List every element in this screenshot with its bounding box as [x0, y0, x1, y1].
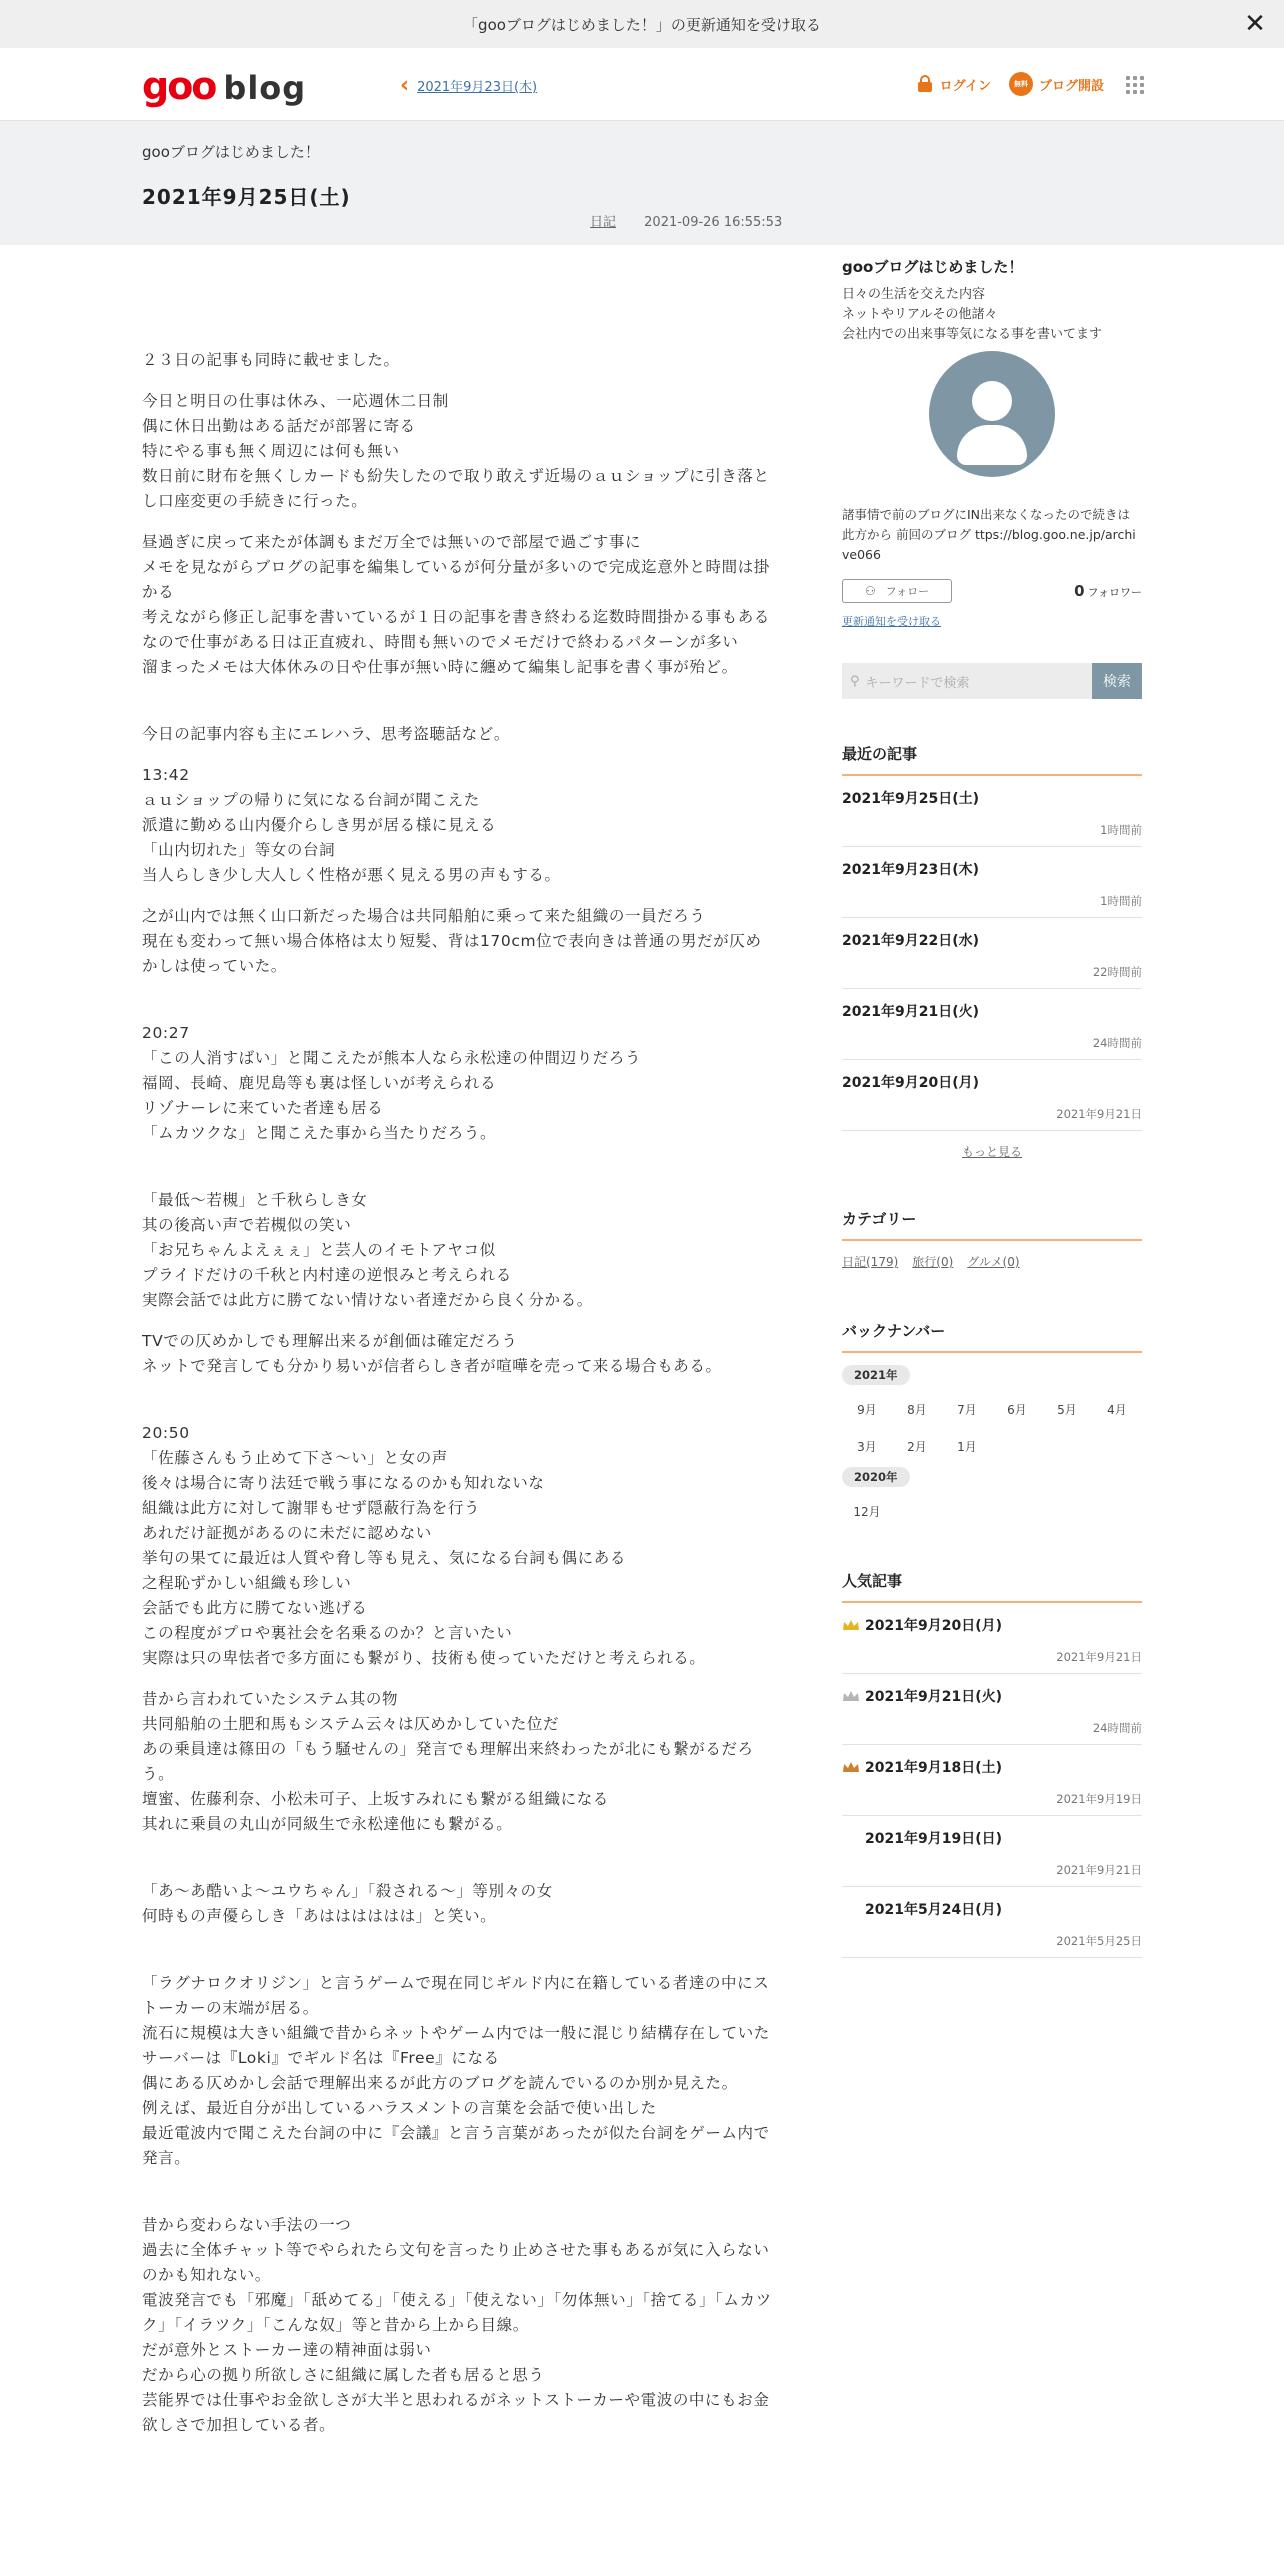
recent-item-title[interactable]: 2021年9月23日(木): [842, 862, 979, 878]
crown-icon: [842, 1690, 860, 1702]
article-paragraph: 20:27 「この人消すばい」と聞こえたが熊本人なら永松達の仲間辺りだろう 福岡、長崎、鹿児島等も裏は怪しいが考えられる リゾナーレに来ていた者達も居る 「ムカツクな」と聞こえた事から当たりだろう。: [142, 1024, 642, 1142]
popular-item[interactable]: [842, 1603, 1142, 1674]
popular-item[interactable]: [842, 1816, 1142, 1887]
article-paragraph: 「最低～若槻」と千秋らしき女 其の後高い声で若槻似の笑い 「お兄ちゃんよえぇぇ」と芸人のイモトアヤコ似 プライドだけの千秋と内村達の逆恨みと考えられる 実際会話では此方に勝てない情けない者達だから良く分かる。: [142, 1191, 593, 1309]
post-title-area: [0, 121, 1284, 245]
article-paragraph: 20:50 「佐藤さんもう止めて下さ～い」と女の声 後々は場合に寄り法廷で戦う事になるのかも知れないな 組織は此方に対して謝罪もせず隠蔽行為を行う あれだけ証拠があるのに未だに認めない 挙句の果てに最近は人質や脅し等も見え、気になる台詞も偶にある 之程恥ずかしい組織も珍しい 会話でも此方に勝てない逃げる この程度がプロや裏社会を名乗るのか？と言いたい 実際は只の卑怯者で多方面にも繋がり、技術も使っていただけと考えられる。: [142, 1424, 706, 1667]
month-list: [842, 1391, 1142, 1465]
recent-item[interactable]: [842, 989, 1142, 1060]
backnumber-list: [842, 1353, 1142, 1530]
more-link[interactable]: もっと見る: [961, 1145, 1022, 1159]
popular-item[interactable]: [842, 1745, 1142, 1816]
follower-label: フォロワー: [1087, 586, 1142, 599]
crown-icon: [842, 1619, 860, 1631]
recent-list: [842, 776, 1142, 1131]
recent-item-title[interactable]: 2021年9月25日(土): [842, 791, 979, 807]
category-link[interactable]: 旅行(0): [912, 1255, 954, 1269]
menu-grid-icon[interactable]: [1126, 76, 1144, 94]
update-notice-text[interactable]: 「gooブログはじめました！」の更新通知を受け取る: [463, 15, 821, 34]
chevron-left-icon: ‹: [400, 72, 410, 98]
follow-button[interactable]: [842, 579, 952, 603]
popular-item-date: 24時間前: [1092, 1721, 1142, 1735]
popular-item-title[interactable]: 2021年9月19日(日): [865, 1831, 1002, 1847]
free-badge: 無料: [1009, 72, 1033, 96]
article-paragraph: 今日と明日の仕事は休み、一応週休二日制 偶に休日出勤はある話だが部署に寄る 特にやる事も無く周辺には何も無い 数日前に財布を無くしカードも紛失したので取り敢えず近場のａｕショップに引き落とし口座変更の手続きに行った。: [142, 392, 770, 510]
post-timestamp: 2021-09-26 16:55:53: [644, 215, 783, 230]
month-link[interactable]: 9月: [857, 1403, 877, 1417]
article-paragraph: ２３日の記事も同時に載せました。: [142, 351, 400, 369]
month-link[interactable]: 1月: [957, 1440, 977, 1454]
recent-item-date: 2021年9月21日: [1056, 1107, 1142, 1121]
popular-item[interactable]: [842, 1674, 1142, 1745]
search-box: [842, 663, 1142, 699]
categories-title: カテゴリー: [842, 1208, 1142, 1241]
open-blog-label: ブログ開設: [1038, 78, 1104, 94]
recent-item-date: 1時間前: [1100, 894, 1142, 908]
popular-item-title[interactable]: 2021年9月21日(火): [865, 1689, 1002, 1705]
prev-post-title[interactable]: 2021年9月23日(木): [417, 80, 538, 95]
recent-item-date: 1時間前: [1100, 823, 1142, 837]
prev-post-link[interactable]: [400, 72, 538, 98]
profile-description: 日々の生活を交えた内容 ネットやリアルその他諸々 会社内での出来事等気になる事を書いてます: [842, 287, 1103, 342]
category-link[interactable]: 日記(179): [842, 1255, 899, 1269]
year-label: 2021年: [842, 1365, 910, 1385]
recent-item-title[interactable]: 2021年9月21日(火): [842, 1004, 979, 1020]
popular-item-title[interactable]: 2021年9月18日(土): [865, 1760, 1002, 1776]
month-link[interactable]: 6月: [1007, 1403, 1027, 1417]
recent-item-title[interactable]: 2021年9月22日(水): [842, 933, 979, 949]
popular-title: 人気記事: [842, 1570, 1142, 1603]
month-link[interactable]: 3月: [857, 1440, 877, 1454]
popular-item-title[interactable]: 2021年9月20日(月): [865, 1618, 1002, 1634]
blog-name[interactable]: gooブログはじめました！: [142, 143, 320, 161]
site-header: [0, 48, 1284, 121]
follower-count: [1074, 582, 1142, 600]
recent-item[interactable]: [842, 847, 1142, 918]
post-meta: [590, 211, 782, 230]
article-paragraph: TVでの仄めかしでも理解出来るが創価は確定だろう ネットで発言しても分かり易いが信者らしき者が喧嘩を売って来る場合もある。: [142, 1332, 722, 1375]
article-paragraph: 昔から変わらない手法の一つ 過去に全体チャット等でやられたら文句を言ったり止めさせた事もあるが気に入らないのかも知れない。 電波発言でも「邪魔」「舐めてる」「使える」「使えない」「勿体無い」「捨てる」「ムカツク」「イラツク」「こんな奴」等と昔から上から目線。 だが意外とストーカー達の精神面は弱い だから心の拠り所欲しさに組織に属した者も居ると思う 芸能界では仕事やお金欲しさが大半と思われるがネットストーカーや電波の中にもお金欲しさで加担している者。: [142, 2216, 772, 2434]
month-link[interactable]: 5月: [1057, 1403, 1077, 1417]
recent-item-date: 24時間前: [1092, 1036, 1142, 1050]
goo-blog-logo[interactable]: [142, 64, 306, 108]
close-icon[interactable]: ✕: [1244, 9, 1266, 39]
search-button[interactable]: 検索: [1092, 663, 1142, 699]
category-list: [842, 1253, 1142, 1270]
month-link[interactable]: 7月: [957, 1403, 977, 1417]
notify-link[interactable]: 更新通知を受け取る: [842, 615, 941, 628]
person-icon: ⚇: [864, 584, 876, 598]
lock-icon: [916, 75, 934, 93]
month-list: [842, 1493, 1142, 1530]
month-link[interactable]: 12月: [853, 1505, 881, 1519]
logo-blog: blog: [223, 69, 307, 107]
month-link[interactable]: 2月: [907, 1440, 927, 1454]
crown-icon: [842, 1761, 860, 1773]
popular-item[interactable]: [842, 1887, 1142, 1958]
login-label: ログイン: [939, 78, 991, 94]
popular-item-title[interactable]: 2021年5月24日(月): [865, 1902, 1002, 1918]
recent-item[interactable]: [842, 918, 1142, 989]
recent-item-title[interactable]: 2021年9月20日(月): [842, 1075, 979, 1091]
popular-list: [842, 1603, 1142, 1958]
article-paragraph: 13:42 ａｕショップの帰りに気になる台詞が聞こえた 派遣に勤める山内優介らしき男が居る様に見える 「山内切れた」等女の台詞 当人らしき少し大人しく性格が悪く見える男の声もする。: [142, 766, 561, 884]
backnumber-title: バックナンバー: [842, 1320, 1142, 1353]
open-blog-button[interactable]: [1009, 72, 1104, 96]
logo-goo: goo: [142, 64, 216, 108]
month-link[interactable]: 4月: [1107, 1403, 1127, 1417]
popular-item-date: 2021年9月21日: [1056, 1650, 1142, 1664]
recent-item-date: 22時間前: [1092, 965, 1142, 979]
popular-item-date: 2021年9月19日: [1056, 1792, 1142, 1806]
update-notice-bar[interactable]: [0, 0, 1284, 48]
search-input[interactable]: [842, 663, 1092, 699]
category-link[interactable]: グルメ(0): [967, 1255, 1020, 1269]
sidebar: [842, 256, 1142, 1958]
article-paragraph: 昼過ぎに戻って来たが体調もまだ万全では無いので部屋で過ごす事に メモを見ながらブログの記事を編集しているが何分量が多いので完成迄意外と時間は掛かる 考えながら修正し記事を書いているが１日の記事を書き終わる迄数時間掛かる事もある なので仕事がある日は正直疲れ、時間も無いのでメモだけで終わるパターンが多い 溜まったメモは大体休みの日や仕事が無い時に纏めて編集し記事を書く事が殆ど。: [142, 533, 770, 676]
profile-note: 諸事情で前のブログにIN出来なくなったので続きは此方から 前回のブログ ttps://blog.goo.ne.jp/archive066: [842, 507, 1136, 562]
recent-item[interactable]: [842, 1060, 1142, 1131]
article-paragraph: 之が山内では無く山口新だった場合は共同船舶に乗って来た組織の一員だろう 現在も変わって無い場合体格は太り短髪、背は170cm位で表向きは普通の男だが仄めかしは使っていた。: [142, 907, 762, 975]
login-button[interactable]: [916, 75, 991, 94]
search-icon: ⚲: [850, 673, 860, 689]
avatar: [929, 351, 1055, 477]
year-label: 2020年: [842, 1467, 910, 1487]
article-paragraph: 「あ～あ酷いよ～ユウちゃん」「殺される～」等別々の女 何時もの声優らしき「あはははははは」と笑い。: [142, 1882, 553, 1925]
recent-item[interactable]: [842, 776, 1142, 847]
article-paragraph: 今日の記事内容も主にエレハラ、思考盗聴話など。: [142, 725, 510, 743]
article-body: [142, 348, 772, 2454]
page-title: 2021年9月25日(土): [142, 185, 351, 209]
recent-title: 最近の記事: [842, 743, 1142, 776]
article-paragraph: 昔から言われていたシステム其の物 共同船舶の土肥和馬もシステム云々は仄めかしていた位だ あの乗員達は篠田の「もう騒せんの」発言でも理解出来終わったが北にも繋がるだろう。 壇蜜、佐藤利奈、小松未可子、上坂すみれにも繋がる組織になる 其れに乗員の丸山が同級生で永松達他にも繋がる。: [142, 1690, 754, 1833]
search-placeholder: キーワードで検索: [865, 675, 970, 691]
popular-item-date: 2021年5月25日: [1056, 1934, 1142, 1948]
follow-label: フォロー: [885, 585, 930, 598]
profile-name: gooブログはじめました！: [842, 258, 1024, 276]
popular-item-date: 2021年9月21日: [1056, 1863, 1142, 1877]
article-paragraph: 「ラグナロクオリジン」と言うゲームで現在同じギルド内に在籍している者達の中にストーカーの末端が居る。 流石に規模は大きい組織で昔からネットやゲーム内では一般に混じり結構存在していた サーバーは『Loki』でギルド名は『Free』になる 偶にある仄めかし会話で理解出来るが此方のブログを読んでいるのか別か見えた。 例えば、最近自分が出しているハラスメントの言葉を会話で使い出した 最近電波内で聞こえた台詞の中に『会議』と言う言葉があったが似た台詞をゲーム内で発言。: [142, 1974, 770, 2167]
post-category-link[interactable]: 日記: [590, 215, 617, 230]
month-link[interactable]: 8月: [907, 1403, 927, 1417]
follower-number: 0: [1074, 582, 1085, 600]
